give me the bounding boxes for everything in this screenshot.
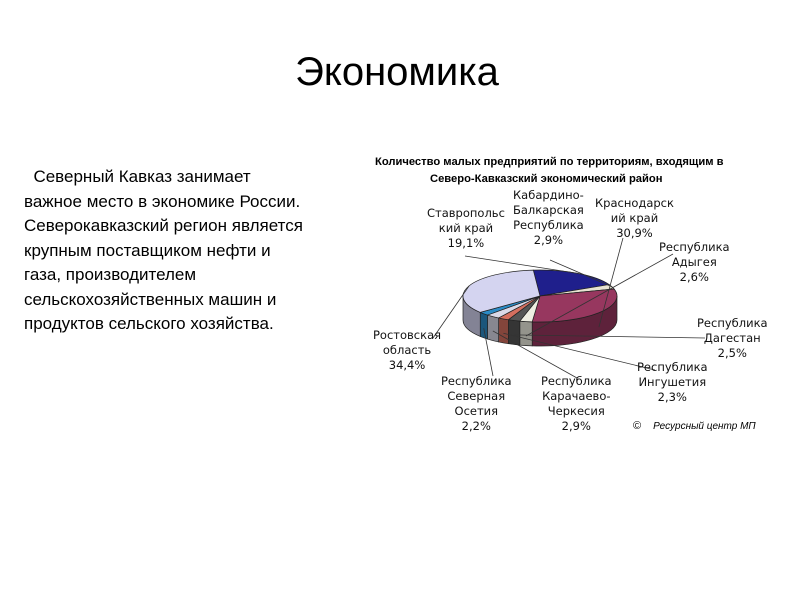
slide-title-text: Экономика	[295, 50, 499, 94]
body-line: Северокавказский регион является	[24, 216, 303, 235]
chart-title-line-2: Северо-Кавказский экономический район	[430, 173, 663, 185]
body-line: продуктов сельского хозяйства.	[24, 314, 274, 333]
source-text: Ресурсный центр МП	[653, 421, 756, 432]
slide-title	[0, 50, 794, 95]
pie-slice-side	[508, 320, 519, 345]
pie-slice-side	[488, 315, 499, 342]
body-line: сельскохозяйственных машин и	[24, 289, 277, 309]
pie-slice-side	[480, 312, 487, 339]
body-line: крупным поставщиком нефти и	[24, 240, 271, 260]
pie-slice-side	[499, 318, 509, 344]
body-line: газа, производителем	[24, 265, 197, 284]
label-kabardino-balkaria: Кабардино- Балкарская Республика 2,9%	[513, 188, 584, 247]
chart-source	[633, 420, 756, 432]
label-dagestan: Республика Дагестан 2,5%	[697, 316, 768, 360]
pie-chart	[355, 148, 775, 448]
label-karachay-cherkessia: Республика Карачаево- Черкесия 2,9%	[541, 374, 612, 433]
body-line: Северный Кавказ занимает	[24, 167, 251, 186]
label-rostov: Ростовская область 34,4%	[373, 328, 442, 372]
label-adygea: Республика Адыгея 2,6%	[659, 240, 730, 284]
copyright-sign: ©	[633, 420, 642, 432]
label-stavropol: Ставропольс кий край 19,1%	[427, 206, 505, 250]
label-krasnodar: Краснодарск ий край 30,9%	[595, 196, 674, 240]
body-text	[24, 165, 364, 337]
body-line: важное место в экономике России.	[24, 191, 301, 211]
label-north-ossetia: Республика Северная Осетия 2,2%	[441, 374, 512, 433]
chart-title-line-1: Количество малых предприятий по территориям, входящим в	[375, 156, 724, 168]
pie-top	[463, 270, 617, 322]
label-ingushetia: Республика Ингушетия 2,3%	[637, 360, 708, 404]
